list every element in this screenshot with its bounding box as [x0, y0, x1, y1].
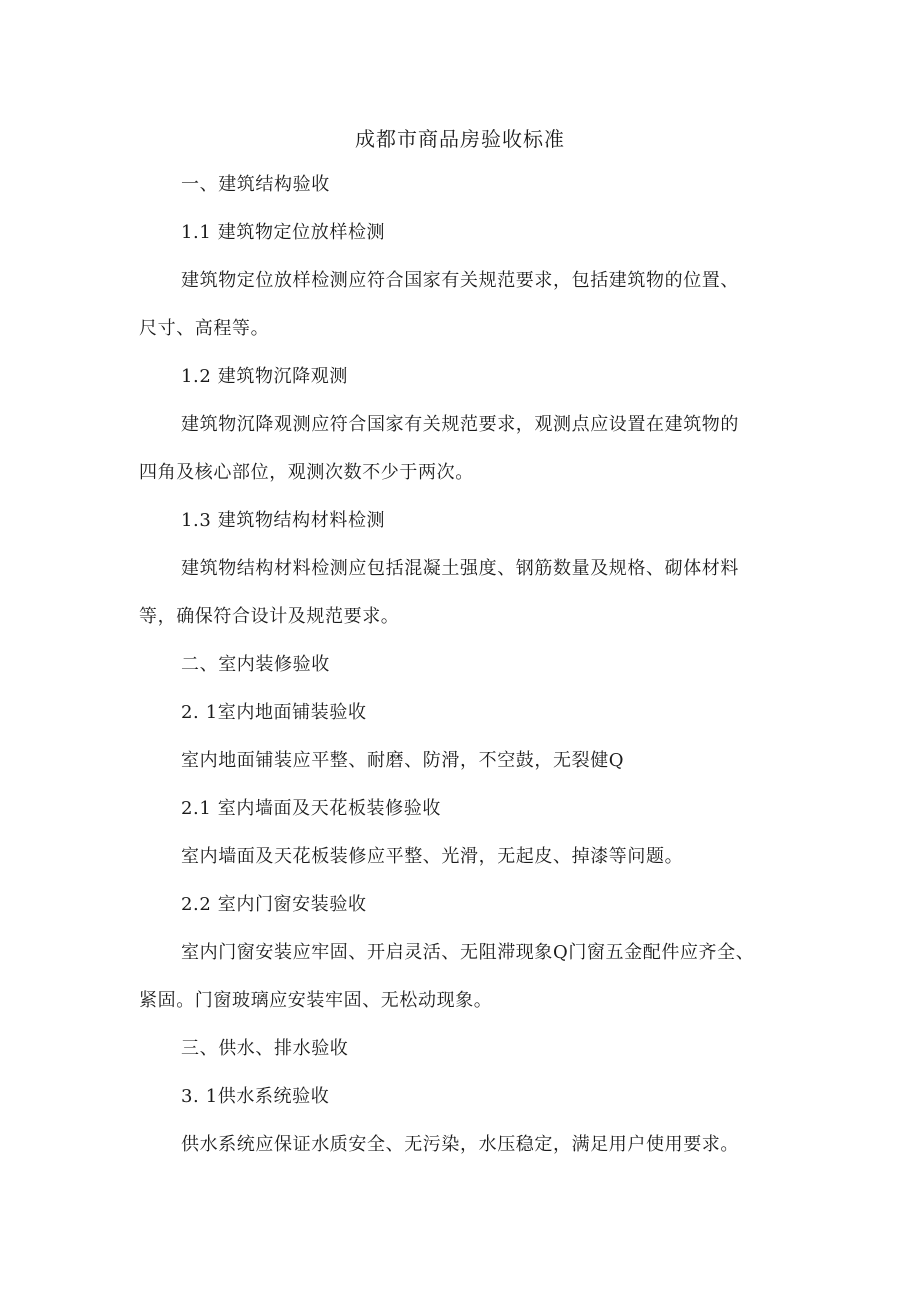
paragraph-1-2-line-2: 四角及核心部位，观测次数不少于两次。	[139, 462, 474, 483]
subsection-heading-2-2: 2.2 室内门窗安装验收	[181, 894, 367, 915]
paragraph-2-1a: 室内地面铺装应平整、耐磨、防滑，不空鼓，无裂健Q	[181, 750, 625, 771]
section-heading-1: 一、建筑结构验收	[181, 174, 330, 195]
subsection-heading-1-3: 1.3 建筑物结构材料检测	[181, 510, 386, 531]
document-title: 成都市商品房验收标准	[355, 127, 565, 151]
subsection-heading-1-1: 1.1 建筑物定位放样检测	[181, 222, 386, 243]
paragraph-2-1b: 室内墙面及天花板装修应平整、光滑，无起皮、掉漆等问题。	[181, 846, 684, 867]
paragraph-1-1-line-2: 尺寸、高程等。	[139, 318, 270, 339]
paragraph-1-2-line-1: 建筑物沉降观测应符合国家有关规范要求，观测点应设置在建筑物的	[181, 414, 739, 435]
subsection-heading-2-1a: 2. 1室内地面铺装验收	[181, 702, 367, 723]
paragraph-2-2-line-2: 紧固。门窗玻璃应安装牢固、无松动现象。	[139, 990, 493, 1011]
section-heading-2: 二、室内装修验收	[181, 654, 330, 675]
subsection-heading-2-1b: 2.1 室内墙面及天花板装修验收	[181, 798, 441, 819]
subsection-heading-3-1: 3. 1供水系统验收	[181, 1086, 330, 1107]
paragraph-1-3-line-1: 建筑物结构材料检测应包括混凝土强度、钢筋数量及规格、砌体材料	[181, 558, 739, 579]
paragraph-1-1-line-1: 建筑物定位放样检测应符合国家有关规范要求，包括建筑物的位置、	[181, 270, 739, 291]
subsection-heading-1-2: 1.2 建筑物沉降观测	[181, 366, 348, 387]
paragraph-2-2-line-1: 室内门窗安装应牢固、开启灵活、无阻滞现象Q门窗五金配件应齐全、	[181, 942, 755, 963]
paragraph-1-3-line-2: 等，确保符合设计及规范要求。	[139, 606, 400, 627]
section-heading-3: 三、供水、排水验收	[181, 1038, 349, 1059]
paragraph-3-1: 供水系统应保证水质安全、无污染，水压稳定，满足用户使用要求。	[181, 1134, 739, 1155]
